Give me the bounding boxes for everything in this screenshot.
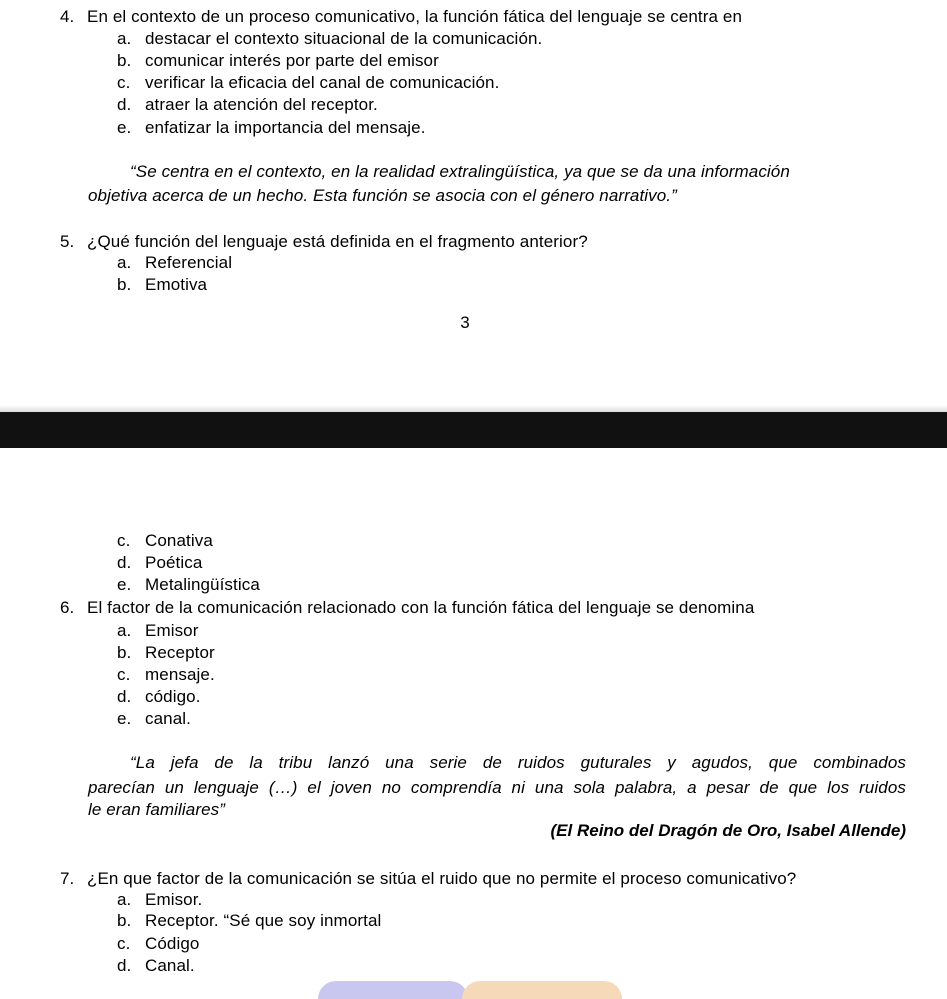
question-5 [60, 232, 588, 252]
option-text: Código [145, 934, 200, 953]
option-text: Conativa [145, 531, 213, 550]
option-letter: b. [117, 275, 132, 294]
option-letter: a. [117, 29, 132, 48]
question-text: El factor de la comunicación relacionado con la función fática del lenguaje se denomina [87, 598, 755, 617]
question-text: ¿Qué función del lenguaje está definida en el fragmento anterior? [87, 232, 588, 251]
option-letter: a. [117, 621, 132, 640]
option-text: código. [145, 687, 201, 706]
option-text: Emisor [145, 621, 199, 640]
option-text: Poética [145, 553, 203, 572]
option-letter: d. [117, 956, 132, 975]
option-text: enfatizar la importancia del mensaje. [145, 118, 426, 137]
option-letter: e. [117, 709, 132, 728]
quote-line: objetiva acerca de un hecho. Esta función se asocia con el género narrativo.” [88, 186, 677, 205]
option-item [117, 911, 381, 931]
quote-line: “La jefa de la tribu lanzó una serie de ruidos guturales y agudos, que combinados [130, 753, 906, 772]
option-text: atraer la atención del receptor. [145, 95, 378, 114]
option-item [117, 118, 426, 138]
quote-line: parecían un lenguaje (…) el joven no comprendía ni una sola palabra, a pesar de que los ruidos [88, 778, 906, 797]
option-item [117, 709, 191, 729]
question-number: 6. [60, 598, 75, 617]
option-item [117, 73, 499, 93]
option-letter: c. [117, 934, 131, 953]
quote-source: (El Reino del Dragón de Oro, Isabel Allende) [550, 821, 906, 840]
option-text: Canal. [145, 956, 195, 975]
question-text: En el contexto de un proceso comunicativo, la función fática del lenguaje se centra en [87, 7, 743, 26]
option-text: canal. [145, 709, 191, 728]
option-item [117, 95, 378, 115]
page-number: 3 [460, 313, 470, 332]
question-number: 7. [60, 869, 75, 888]
option-text: mensaje. [145, 665, 215, 684]
option-letter: a. [117, 890, 132, 909]
option-text: verificar la eficacia del canal de comunicación. [145, 73, 500, 92]
option-letter: b. [117, 51, 132, 70]
option-text: comunicar interés por parte del emisor [145, 51, 439, 70]
option-item [117, 956, 195, 976]
option-item [117, 621, 199, 641]
option-letter: d. [117, 687, 132, 706]
option-item [117, 29, 542, 49]
quote-line: le eran familiares” [88, 800, 226, 819]
option-letter: c. [117, 665, 131, 684]
option-letter: e. [117, 575, 132, 594]
option-letter: d. [117, 95, 132, 114]
question-number: 4. [60, 7, 75, 26]
page-separator-band [0, 412, 947, 448]
watermark-shape-left [318, 981, 468, 999]
option-letter: d. [117, 553, 132, 572]
option-item [117, 643, 215, 663]
option-item [117, 275, 207, 295]
option-text: Receptor. “Sé que soy inmortal [145, 911, 382, 930]
option-letter: c. [117, 73, 131, 92]
question-text: ¿En que factor de la comunicación se sitúa el ruido que no permite el proceso comunicativo? [87, 869, 797, 888]
watermark-shape-right [462, 981, 622, 999]
option-text: Receptor [145, 643, 215, 662]
option-text: Emisor. [145, 890, 203, 909]
question-4 [60, 7, 742, 27]
option-item [117, 51, 439, 71]
option-letter: a. [117, 253, 132, 272]
option-item [117, 553, 202, 573]
question-7 [60, 869, 796, 889]
option-item [117, 687, 201, 707]
option-letter: b. [117, 911, 132, 930]
option-item [117, 890, 202, 910]
question-number: 5. [60, 232, 75, 251]
question-6 [60, 598, 754, 618]
option-letter: e. [117, 118, 132, 137]
option-text: Emotiva [145, 275, 208, 294]
option-item [117, 575, 260, 595]
option-item [117, 253, 232, 273]
option-text: destacar el contexto situacional de la comunicación. [145, 29, 543, 48]
option-item [117, 665, 215, 685]
option-item [117, 934, 199, 954]
option-text: Metalingüística [145, 575, 260, 594]
option-letter: b. [117, 643, 132, 662]
option-item [117, 531, 213, 551]
option-text: Referencial [145, 253, 233, 272]
option-letter: c. [117, 531, 131, 550]
quote-line: “Se centra en el contexto, en la realidad extralingüística, ya que se da una información [130, 162, 790, 181]
